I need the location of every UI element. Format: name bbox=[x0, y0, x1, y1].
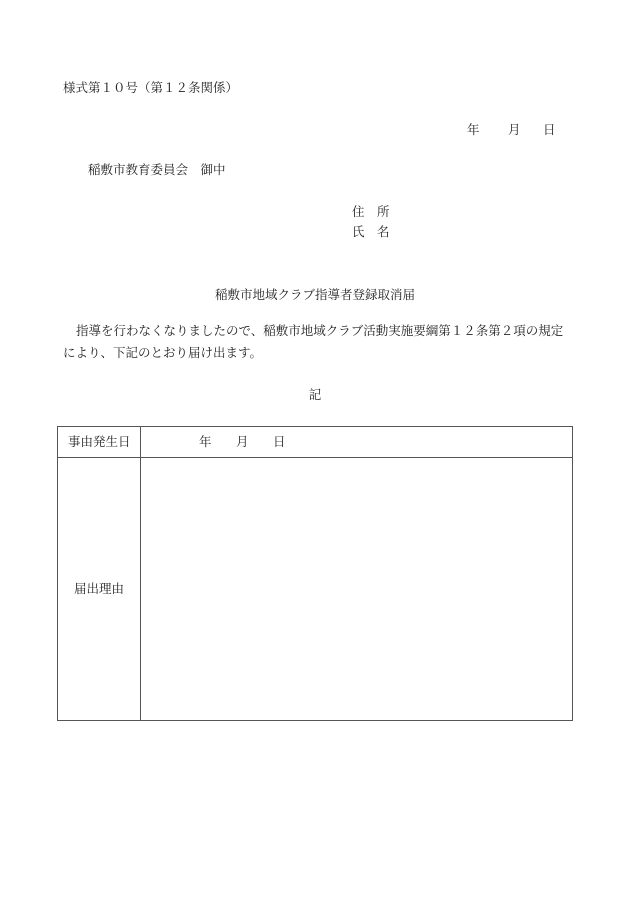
address-label: 住 所 bbox=[352, 204, 390, 219]
date-day-label: 日 bbox=[543, 122, 556, 137]
document-title: 稲敷市地域クラブ指導者登録取消届 bbox=[214, 287, 415, 302]
reason-label: 届出理由 bbox=[74, 581, 125, 596]
date-month-label: 月 bbox=[508, 122, 521, 137]
date-year-label: 年 bbox=[467, 122, 480, 137]
column-divider bbox=[140, 427, 141, 720]
reason-field[interactable] bbox=[142, 459, 570, 718]
occurrence-day-label: 日 bbox=[273, 434, 286, 449]
form-number: 様式第１０号（第１２条関係） bbox=[63, 80, 239, 95]
addressee: 稲敷市教育委員会 御中 bbox=[88, 162, 226, 177]
row-divider bbox=[58, 457, 572, 458]
details-table bbox=[57, 426, 573, 721]
body-line-1: 指導を行わなくなりましたので、稲敷市地域クラブ活動実施要綱第１２条第２項の規定 bbox=[76, 323, 564, 338]
body-line-2: により、下記のとおり届け出ます。 bbox=[63, 345, 263, 360]
occurrence-year-label: 年 bbox=[199, 434, 212, 449]
occurrence-date-label: 事由発生日 bbox=[68, 434, 131, 449]
occurrence-month-label: 月 bbox=[236, 434, 249, 449]
name-label: 氏 名 bbox=[352, 224, 390, 239]
ki-heading: 記 bbox=[308, 387, 322, 402]
